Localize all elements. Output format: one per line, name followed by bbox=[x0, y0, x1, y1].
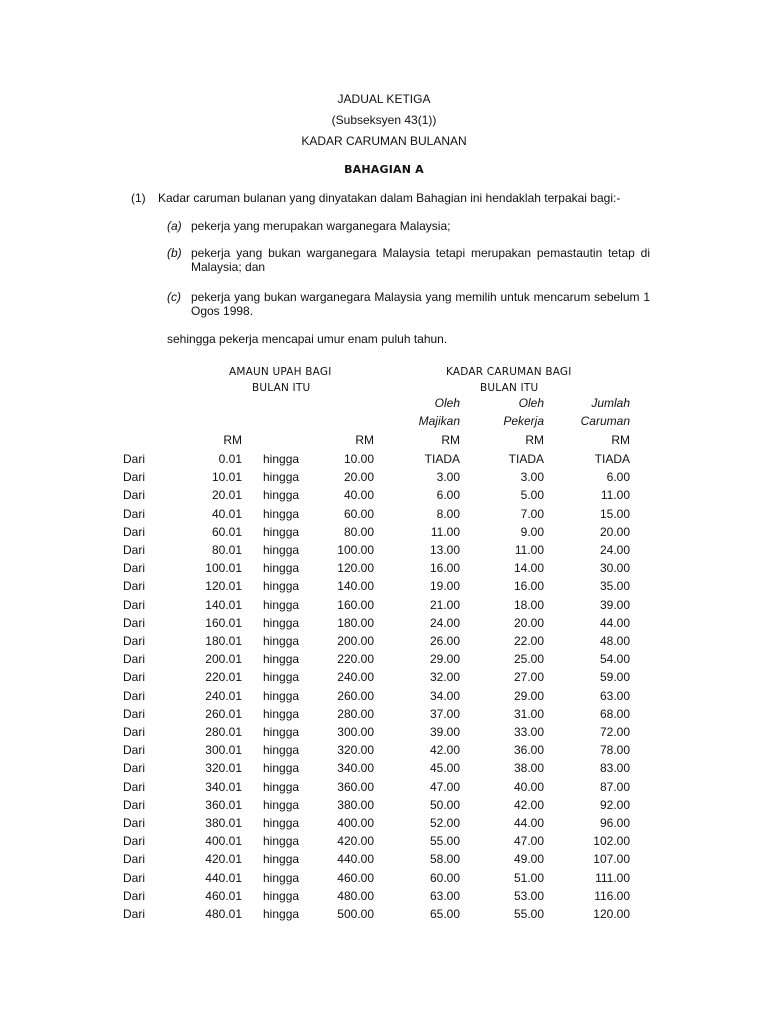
to-word: hingga bbox=[263, 524, 300, 539]
worker-contribution: 36.00 bbox=[513, 743, 544, 758]
total-header-sub: Caruman bbox=[580, 414, 630, 428]
employer-contribution: 24.00 bbox=[429, 615, 460, 630]
employer-contribution: 8.00 bbox=[436, 506, 460, 521]
worker-contribution: 27.00 bbox=[513, 670, 544, 685]
wage-to: 280.00 bbox=[337, 706, 374, 721]
to-word: hingga bbox=[263, 761, 300, 776]
total-contribution: TIADA bbox=[594, 452, 630, 466]
worker-contribution: 31.00 bbox=[513, 706, 544, 721]
wage-from: 260.01 bbox=[205, 706, 242, 721]
wage-header: AMAUN UPAH BAGI bbox=[229, 366, 332, 378]
from-word: Dari bbox=[123, 470, 146, 485]
table-row bbox=[0, 670, 768, 688]
wage-from: 20.01 bbox=[211, 488, 242, 503]
worker-contribution: 16.00 bbox=[513, 579, 544, 594]
table-row bbox=[0, 907, 768, 925]
subsection-reference: (Subseksyen 43(1)) bbox=[331, 113, 437, 127]
from-word: Dari bbox=[123, 506, 146, 521]
wage-to: 60.00 bbox=[343, 506, 374, 521]
wage-to: 100.00 bbox=[337, 543, 374, 557]
wage-to: 260.00 bbox=[337, 688, 374, 703]
total-contribution: 63.00 bbox=[599, 688, 630, 703]
total-header: Jumlah bbox=[591, 396, 630, 410]
worker-contribution: 40.00 bbox=[513, 779, 544, 794]
currency-label: RM bbox=[441, 433, 460, 447]
to-word: hingga bbox=[263, 816, 300, 830]
total-contribution: 102.00 bbox=[593, 834, 630, 849]
wage-to: 140.00 bbox=[337, 579, 374, 594]
to-word: hingga bbox=[263, 888, 300, 903]
from-word: Dari bbox=[123, 852, 146, 867]
total-contribution: 20.00 bbox=[599, 524, 630, 539]
table-row bbox=[0, 780, 768, 798]
list-item-text-continued: Malaysia; dan bbox=[191, 260, 266, 274]
employer-contribution: 58.00 bbox=[429, 852, 460, 867]
part-heading: BAHAGIAN A bbox=[344, 163, 424, 176]
wage-from: 180.01 bbox=[205, 634, 242, 648]
total-contribution: 87.00 bbox=[599, 779, 630, 794]
to-word: hingga bbox=[263, 597, 300, 612]
total-contribution: 48.00 bbox=[599, 634, 630, 648]
wage-from: 40.01 bbox=[211, 506, 242, 521]
paragraph-number: (1) bbox=[131, 191, 146, 205]
wage-from: 440.01 bbox=[205, 870, 242, 885]
wage-to: 420.00 bbox=[337, 834, 374, 849]
worker-contribution: 22.00 bbox=[513, 634, 544, 648]
wage-to: 240.00 bbox=[337, 670, 374, 685]
list-item-text-continued: Ogos 1998. bbox=[191, 304, 254, 318]
to-word: hingga bbox=[263, 670, 300, 685]
rate-header: KADAR CARUMAN BAGI bbox=[446, 366, 572, 378]
employer-contribution: 55.00 bbox=[429, 834, 460, 849]
to-word: hingga bbox=[263, 870, 300, 885]
total-contribution: 44.00 bbox=[599, 615, 630, 630]
worker-header: Oleh bbox=[518, 396, 544, 410]
total-contribution: 92.00 bbox=[599, 797, 630, 812]
wage-from: 340.01 bbox=[205, 779, 242, 794]
schedule-title: JADUAL KETIGA bbox=[337, 92, 431, 106]
to-word: hingga bbox=[263, 834, 300, 849]
to-word: hingga bbox=[263, 543, 300, 557]
total-contribution: 15.00 bbox=[599, 506, 630, 521]
currency-label: RM bbox=[223, 433, 242, 447]
worker-contribution: 9.00 bbox=[520, 524, 544, 539]
employer-contribution: 26.00 bbox=[429, 634, 460, 648]
employer-contribution: 6.00 bbox=[436, 488, 460, 503]
from-word: Dari bbox=[123, 779, 146, 794]
worker-contribution: 25.00 bbox=[513, 652, 544, 667]
total-contribution: 68.00 bbox=[599, 706, 630, 721]
employer-contribution: 32.00 bbox=[429, 670, 460, 685]
table-row bbox=[0, 689, 768, 707]
from-word: Dari bbox=[123, 688, 146, 703]
list-item-label: (c) bbox=[167, 290, 181, 304]
from-word: Dari bbox=[123, 797, 146, 812]
from-word: Dari bbox=[123, 524, 146, 539]
table-row bbox=[0, 488, 768, 506]
wage-from: 80.01 bbox=[211, 543, 242, 557]
wage-from: 200.01 bbox=[205, 652, 242, 667]
closing-sentence: sehingga pekerja mencapai umur enam puluh tahun. bbox=[167, 332, 448, 346]
from-word: Dari bbox=[123, 615, 146, 630]
worker-contribution: 14.00 bbox=[513, 561, 544, 576]
worker-contribution: 51.00 bbox=[513, 870, 544, 885]
employer-contribution: TIADA bbox=[424, 452, 460, 466]
table-row bbox=[0, 798, 768, 816]
wage-from: 380.01 bbox=[205, 816, 242, 830]
total-contribution: 83.00 bbox=[599, 761, 630, 776]
wage-to: 220.00 bbox=[337, 652, 374, 667]
employer-contribution: 47.00 bbox=[429, 779, 460, 794]
wage-from: 220.01 bbox=[205, 670, 242, 685]
wage-to: 160.00 bbox=[337, 597, 374, 612]
worker-contribution: 53.00 bbox=[513, 888, 544, 903]
from-word: Dari bbox=[123, 706, 146, 721]
table-row bbox=[0, 598, 768, 616]
employer-contribution: 45.00 bbox=[429, 761, 460, 776]
employer-contribution: 65.00 bbox=[429, 907, 460, 921]
table-row bbox=[0, 507, 768, 525]
employer-contribution: 11.00 bbox=[430, 524, 460, 539]
wage-to: 300.00 bbox=[337, 725, 374, 739]
table-row bbox=[0, 452, 768, 470]
from-word: Dari bbox=[123, 834, 146, 849]
total-contribution: 107.00 bbox=[593, 852, 630, 867]
wage-to: 500.00 bbox=[337, 907, 374, 921]
table-row bbox=[0, 616, 768, 634]
to-word: hingga bbox=[263, 506, 300, 521]
wage-from: 300.01 bbox=[205, 743, 242, 758]
to-word: hingga bbox=[263, 634, 300, 648]
table-row bbox=[0, 761, 768, 779]
total-contribution: 59.00 bbox=[599, 670, 630, 685]
worker-contribution: 38.00 bbox=[513, 761, 544, 776]
employer-contribution: 34.00 bbox=[429, 688, 460, 703]
to-word: hingga bbox=[263, 652, 300, 667]
wage-to: 440.00 bbox=[337, 852, 374, 867]
worker-contribution: 33.00 bbox=[513, 725, 544, 739]
wage-to: 80.00 bbox=[343, 524, 374, 539]
employer-contribution: 39.00 bbox=[429, 725, 460, 739]
wage-to: 120.00 bbox=[337, 561, 374, 576]
employer-contribution: 52.00 bbox=[429, 816, 460, 830]
wage-from: 320.01 bbox=[205, 761, 242, 776]
worker-contribution: 11.00 bbox=[514, 543, 544, 557]
from-word: Dari bbox=[123, 634, 146, 648]
table-row bbox=[0, 834, 768, 852]
wage-to: 180.00 bbox=[337, 615, 374, 630]
wage-from: 140.01 bbox=[205, 597, 242, 612]
wage-to: 20.00 bbox=[343, 470, 374, 485]
from-word: Dari bbox=[123, 561, 146, 576]
table-row bbox=[0, 852, 768, 870]
wage-from: 100.01 bbox=[205, 561, 242, 576]
wage-from: 420.01 bbox=[205, 852, 242, 867]
employer-contribution: 21.00 bbox=[429, 597, 460, 612]
total-contribution: 11.00 bbox=[600, 488, 630, 503]
wage-to: 200.00 bbox=[337, 634, 374, 648]
wage-from: 480.01 bbox=[205, 907, 242, 921]
to-word: hingga bbox=[263, 797, 300, 812]
from-word: Dari bbox=[123, 870, 146, 885]
employer-contribution: 13.00 bbox=[429, 543, 460, 557]
to-word: hingga bbox=[263, 852, 300, 867]
wage-from: 0.01 bbox=[218, 452, 242, 466]
employer-contribution: 42.00 bbox=[429, 743, 460, 758]
worker-contribution: 49.00 bbox=[513, 852, 544, 867]
table-row bbox=[0, 816, 768, 834]
employer-contribution: 37.00 bbox=[429, 706, 460, 721]
wage-to: 400.00 bbox=[337, 816, 374, 830]
from-word: Dari bbox=[123, 452, 146, 466]
rate-header-period: BULAN ITU bbox=[480, 382, 539, 394]
currency-label: RM bbox=[355, 433, 374, 447]
wage-to: 360.00 bbox=[337, 779, 374, 794]
from-word: Dari bbox=[123, 652, 146, 667]
to-word: hingga bbox=[263, 452, 300, 466]
to-word: hingga bbox=[263, 688, 300, 703]
currency-label: RM bbox=[611, 433, 630, 447]
wage-to: 340.00 bbox=[337, 761, 374, 776]
wage-to: 480.00 bbox=[337, 888, 374, 903]
total-contribution: 6.00 bbox=[606, 470, 630, 485]
worker-contribution: 20.00 bbox=[513, 615, 544, 630]
to-word: hingga bbox=[263, 706, 300, 721]
wage-from: 10.01 bbox=[211, 470, 242, 485]
table-row bbox=[0, 707, 768, 725]
to-word: hingga bbox=[263, 579, 300, 594]
employer-header-sub: Majikan bbox=[418, 414, 460, 428]
wage-from: 160.01 bbox=[205, 615, 242, 630]
total-contribution: 72.00 bbox=[599, 725, 630, 739]
employer-contribution: 50.00 bbox=[429, 797, 460, 812]
worker-contribution: 42.00 bbox=[513, 797, 544, 812]
currency-label: RM bbox=[525, 433, 544, 447]
total-contribution: 116.00 bbox=[594, 888, 630, 903]
from-word: Dari bbox=[123, 888, 146, 903]
table-row bbox=[0, 725, 768, 743]
worker-contribution: 55.00 bbox=[513, 907, 544, 921]
employer-contribution: 16.00 bbox=[429, 561, 460, 576]
worker-contribution: 47.00 bbox=[513, 834, 544, 849]
wage-from: 360.01 bbox=[205, 797, 242, 812]
wage-from: 60.01 bbox=[211, 524, 242, 539]
wage-from: 400.01 bbox=[205, 834, 242, 849]
employer-contribution: 19.00 bbox=[429, 579, 460, 594]
worker-contribution: 7.00 bbox=[520, 506, 544, 521]
from-word: Dari bbox=[123, 488, 146, 503]
to-word: hingga bbox=[263, 615, 300, 630]
worker-contribution: 44.00 bbox=[513, 816, 544, 830]
wage-to: 10.00 bbox=[343, 452, 374, 466]
employer-contribution: 63.00 bbox=[429, 888, 460, 903]
to-word: hingga bbox=[263, 488, 300, 503]
list-item-text: pekerja yang merupakan warganegara Malaysia; bbox=[191, 219, 451, 233]
table-row bbox=[0, 634, 768, 652]
schedule-subtitle: KADAR CARUMAN BULANAN bbox=[301, 134, 467, 148]
worker-contribution: 29.00 bbox=[513, 688, 544, 703]
list-item-label: (b) bbox=[167, 246, 182, 260]
worker-contribution: 18.00 bbox=[513, 597, 544, 612]
wage-to: 40.00 bbox=[343, 488, 374, 503]
table-row bbox=[0, 871, 768, 889]
wage-to: 460.00 bbox=[337, 870, 374, 885]
worker-contribution: 5.00 bbox=[520, 488, 544, 503]
from-word: Dari bbox=[123, 670, 146, 685]
total-contribution: 120.00 bbox=[593, 907, 630, 921]
employer-contribution: 60.00 bbox=[429, 870, 460, 885]
total-contribution: 54.00 bbox=[599, 652, 630, 667]
wage-header-period: BULAN ITU bbox=[252, 382, 311, 394]
table-row bbox=[0, 543, 768, 561]
total-contribution: 24.00 bbox=[599, 543, 630, 557]
wage-from: 120.01 bbox=[205, 579, 242, 594]
from-word: Dari bbox=[123, 907, 146, 921]
wage-to: 380.00 bbox=[337, 797, 374, 812]
from-word: Dari bbox=[123, 579, 146, 594]
list-item-label: (a) bbox=[167, 219, 182, 233]
employer-contribution: 29.00 bbox=[429, 652, 460, 667]
from-word: Dari bbox=[123, 597, 146, 612]
wage-from: 280.01 bbox=[205, 725, 242, 739]
worker-header-sub: Pekerja bbox=[503, 414, 544, 428]
employer-header: Oleh bbox=[434, 396, 460, 410]
total-contribution: 111.00 bbox=[595, 870, 630, 885]
employer-contribution: 3.00 bbox=[436, 470, 460, 485]
total-contribution: 35.00 bbox=[599, 579, 630, 594]
total-contribution: 96.00 bbox=[599, 816, 630, 830]
list-item-text: pekerja yang bukan warganegara Malaysia yang memilih untuk mencarum sebelum 1 bbox=[191, 290, 650, 304]
total-contribution: 30.00 bbox=[599, 561, 630, 576]
table-row bbox=[0, 561, 768, 579]
table-row bbox=[0, 579, 768, 597]
to-word: hingga bbox=[263, 779, 300, 794]
wage-from: 240.01 bbox=[205, 688, 242, 703]
total-contribution: 78.00 bbox=[599, 743, 630, 758]
from-word: Dari bbox=[123, 725, 146, 739]
table-row bbox=[0, 652, 768, 670]
worker-contribution: TIADA bbox=[508, 452, 544, 466]
total-contribution: 39.00 bbox=[599, 597, 630, 612]
from-word: Dari bbox=[123, 816, 146, 830]
list-item-text: pekerja yang bukan warganegara Malaysia tetapi merupakan pemastautin tetap di bbox=[191, 246, 650, 260]
to-word: hingga bbox=[263, 470, 300, 485]
to-word: hingga bbox=[263, 907, 300, 921]
wage-to: 320.00 bbox=[337, 743, 374, 758]
table-row bbox=[0, 743, 768, 761]
table-row bbox=[0, 525, 768, 543]
table-row bbox=[0, 889, 768, 907]
wage-from: 460.01 bbox=[205, 888, 242, 903]
from-word: Dari bbox=[123, 743, 146, 758]
table-row bbox=[0, 470, 768, 488]
from-word: Dari bbox=[123, 761, 146, 776]
worker-contribution: 3.00 bbox=[520, 470, 544, 485]
to-word: hingga bbox=[263, 743, 300, 758]
paragraph-text: Kadar caruman bulanan yang dinyatakan dalam Bahagian ini hendaklah terpakai bagi:- bbox=[158, 191, 621, 205]
to-word: hingga bbox=[263, 725, 300, 739]
to-word: hingga bbox=[263, 561, 300, 576]
from-word: Dari bbox=[123, 543, 146, 557]
